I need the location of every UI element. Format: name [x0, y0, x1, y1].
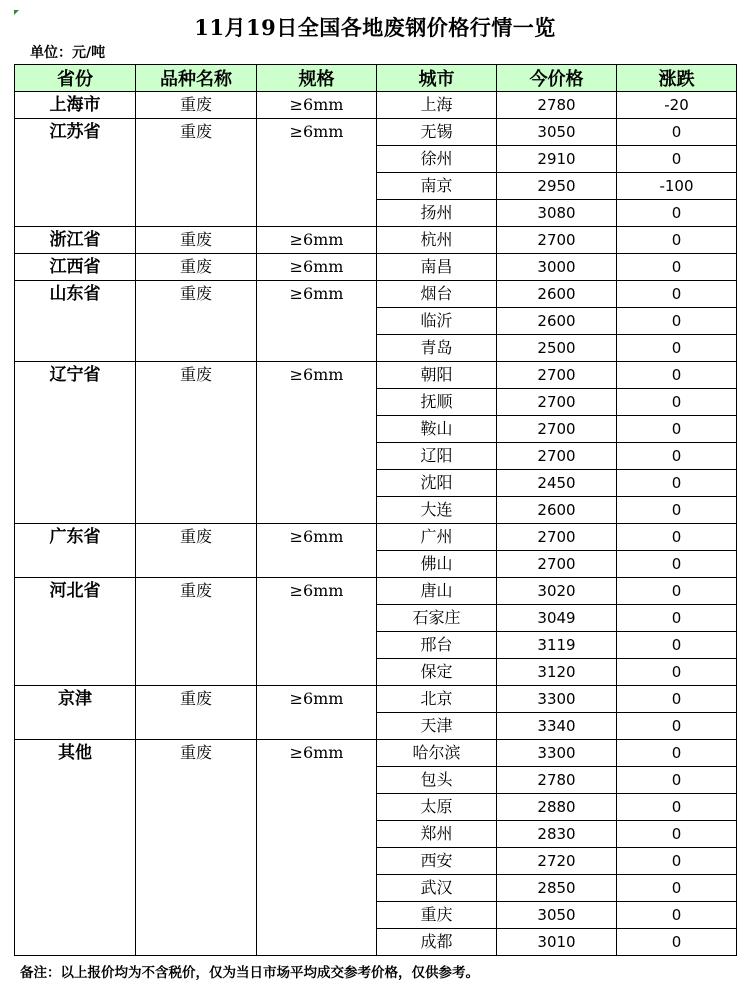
price-cell: 2700 [497, 524, 617, 551]
price-table [14, 64, 737, 956]
city-cell: 武汉 [377, 875, 497, 902]
table-body [15, 92, 737, 956]
variety-cell: 重废 [136, 686, 257, 740]
spec-cell: ≥6mm [257, 362, 377, 524]
city-cell: 广州 [377, 524, 497, 551]
province-cell: 山东省 [15, 281, 136, 362]
change-cell: 0 [617, 821, 737, 848]
city-cell: 佛山 [377, 551, 497, 578]
city-cell: 邢台 [377, 632, 497, 659]
city-cell: 徐州 [377, 146, 497, 173]
change-cell: 0 [617, 929, 737, 956]
price-cell: 2720 [497, 848, 617, 875]
change-cell: 0 [617, 713, 737, 740]
city-cell: 成都 [377, 929, 497, 956]
price-cell: 3300 [497, 686, 617, 713]
price-cell: 2950 [497, 173, 617, 200]
province-cell: 其他 [15, 740, 136, 956]
change-cell: 0 [617, 578, 737, 605]
city-cell: 沈阳 [377, 470, 497, 497]
change-cell: 0 [617, 524, 737, 551]
change-cell: 0 [617, 740, 737, 767]
change-cell: 0 [617, 659, 737, 686]
city-cell: 南昌 [377, 254, 497, 281]
price-cell: 2600 [497, 281, 617, 308]
table-row [15, 227, 737, 254]
price-cell: 2910 [497, 146, 617, 173]
price-cell: 2780 [497, 92, 617, 119]
province-cell: 京津 [15, 686, 136, 740]
price-cell: 3340 [497, 713, 617, 740]
spec-cell: ≥6mm [257, 119, 377, 227]
price-cell: 2880 [497, 794, 617, 821]
table-row [15, 686, 737, 713]
price-cell: 2700 [497, 389, 617, 416]
price-cell: 2700 [497, 362, 617, 389]
city-cell: 包头 [377, 767, 497, 794]
variety-cell: 重废 [136, 362, 257, 524]
spec-cell: ≥6mm [257, 227, 377, 254]
price-cell: 3300 [497, 740, 617, 767]
change-cell: 0 [617, 119, 737, 146]
page-title: 11月19日全国各地废钢价格行情一览 [194, 15, 556, 40]
table-row [15, 254, 737, 281]
province-cell: 辽宁省 [15, 362, 136, 524]
city-cell: 鞍山 [377, 416, 497, 443]
change-cell: 0 [617, 605, 737, 632]
footnote: 备注：以上报价均为不含税价，仅为当日市场平均成交参考价格，仅供参考。 [20, 965, 479, 981]
table-row [15, 578, 737, 605]
variety-cell: 重废 [136, 524, 257, 578]
price-cell: 2700 [497, 443, 617, 470]
price-cell: 3080 [497, 200, 617, 227]
price-cell: 3120 [497, 659, 617, 686]
price-cell: 2700 [497, 551, 617, 578]
change-cell: 0 [617, 551, 737, 578]
province-cell: 浙江省 [15, 227, 136, 254]
price-cell: 2700 [497, 227, 617, 254]
variety-cell: 重废 [136, 578, 257, 686]
city-cell: 青岛 [377, 335, 497, 362]
header-spec: 规格 [257, 65, 377, 92]
change-cell: 0 [617, 335, 737, 362]
change-cell: 0 [617, 362, 737, 389]
variety-cell: 重废 [136, 254, 257, 281]
price-cell: 3020 [497, 578, 617, 605]
price-cell: 3049 [497, 605, 617, 632]
spec-cell: ≥6mm [257, 740, 377, 956]
province-cell: 河北省 [15, 578, 136, 686]
unit-label: 单位：元/吨 [30, 45, 106, 61]
city-cell: 辽阳 [377, 443, 497, 470]
spec-cell: ≥6mm [257, 254, 377, 281]
price-cell: 2700 [497, 416, 617, 443]
change-cell: 0 [617, 875, 737, 902]
change-cell: 0 [617, 443, 737, 470]
table-row [15, 281, 737, 308]
header-variety: 品种名称 [136, 65, 257, 92]
header-change: 涨跌 [617, 65, 737, 92]
variety-cell: 重废 [136, 740, 257, 956]
header-city: 城市 [377, 65, 497, 92]
change-cell: 0 [617, 686, 737, 713]
variety-cell: 重废 [136, 119, 257, 227]
province-cell: 上海市 [15, 92, 136, 119]
price-cell: 2850 [497, 875, 617, 902]
city-cell: 太原 [377, 794, 497, 821]
price-cell: 2600 [497, 308, 617, 335]
table-row [15, 119, 737, 146]
price-cell: 3000 [497, 254, 617, 281]
table-row [15, 92, 737, 119]
change-cell: 0 [617, 497, 737, 524]
price-cell: 2830 [497, 821, 617, 848]
city-cell: 北京 [377, 686, 497, 713]
variety-cell: 重废 [136, 92, 257, 119]
city-cell: 上海 [377, 92, 497, 119]
city-cell: 哈尔滨 [377, 740, 497, 767]
change-cell: 0 [617, 632, 737, 659]
change-cell: -100 [617, 173, 737, 200]
city-cell: 烟台 [377, 281, 497, 308]
change-cell: 0 [617, 902, 737, 929]
spec-cell: ≥6mm [257, 92, 377, 119]
city-cell: 杭州 [377, 227, 497, 254]
price-cell: 3119 [497, 632, 617, 659]
province-cell: 广东省 [15, 524, 136, 578]
change-cell: 0 [617, 470, 737, 497]
city-cell: 郑州 [377, 821, 497, 848]
spec-cell: ≥6mm [257, 686, 377, 740]
price-cell: 3050 [497, 119, 617, 146]
change-cell: 0 [617, 767, 737, 794]
city-cell: 扬州 [377, 200, 497, 227]
city-cell: 抚顺 [377, 389, 497, 416]
table-row [15, 362, 737, 389]
header-row [15, 65, 737, 92]
header-province: 省份 [15, 65, 136, 92]
spec-cell: ≥6mm [257, 524, 377, 578]
header-price: 今价格 [497, 65, 617, 92]
change-cell: 0 [617, 227, 737, 254]
change-cell: 0 [617, 308, 737, 335]
variety-cell: 重废 [136, 227, 257, 254]
change-cell: 0 [617, 146, 737, 173]
price-cell: 2780 [497, 767, 617, 794]
province-cell: 江苏省 [15, 119, 136, 227]
price-cell: 3050 [497, 902, 617, 929]
price-cell: 2600 [497, 497, 617, 524]
change-cell: 0 [617, 200, 737, 227]
price-cell: 2450 [497, 470, 617, 497]
price-cell: 3010 [497, 929, 617, 956]
variety-cell: 重废 [136, 281, 257, 362]
city-cell: 无锡 [377, 119, 497, 146]
change-cell: 0 [617, 254, 737, 281]
table-row [15, 524, 737, 551]
change-cell: 0 [617, 416, 737, 443]
city-cell: 临沂 [377, 308, 497, 335]
city-cell: 南京 [377, 173, 497, 200]
city-cell: 天津 [377, 713, 497, 740]
change-cell: 0 [617, 848, 737, 875]
city-cell: 西安 [377, 848, 497, 875]
change-cell: -20 [617, 92, 737, 119]
table-row [15, 740, 737, 767]
change-cell: 0 [617, 281, 737, 308]
price-cell: 2500 [497, 335, 617, 362]
city-cell: 朝阳 [377, 362, 497, 389]
city-cell: 重庆 [377, 902, 497, 929]
city-cell: 大连 [377, 497, 497, 524]
city-cell: 唐山 [377, 578, 497, 605]
city-cell: 保定 [377, 659, 497, 686]
province-cell: 江西省 [15, 254, 136, 281]
change-cell: 0 [617, 794, 737, 821]
change-cell: 0 [617, 389, 737, 416]
spec-cell: ≥6mm [257, 281, 377, 362]
city-cell: 石家庄 [377, 605, 497, 632]
spec-cell: ≥6mm [257, 578, 377, 686]
